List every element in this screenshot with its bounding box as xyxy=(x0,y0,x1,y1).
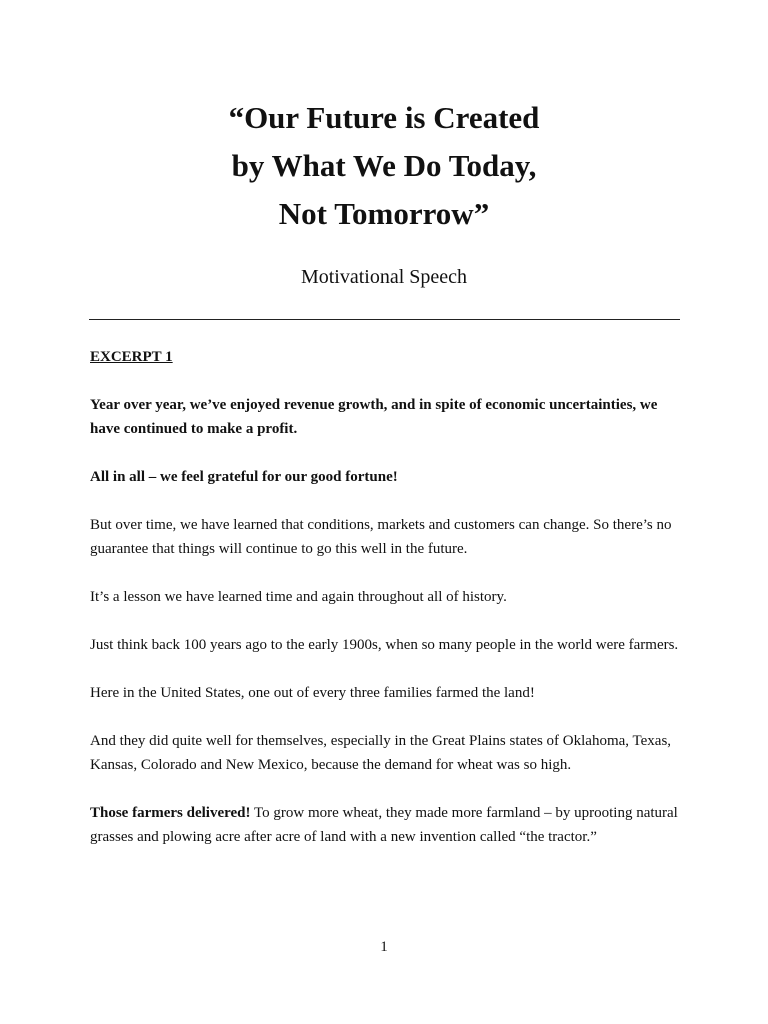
document-body xyxy=(90,345,690,873)
paragraph-4: It’s a lesson we have learned time and again throughout all of history. xyxy=(90,589,507,605)
excerpt-heading: EXCERPT 1 xyxy=(90,349,173,365)
document-title xyxy=(0,94,768,238)
title-line-3: Not Tomorrow” xyxy=(278,196,490,231)
paragraph-8 xyxy=(90,801,690,849)
paragraph-7: And they did quite well for themselves, especially in the Great Plains states of Oklahoma, Texas, Kansas, Colorado and New Mexico, because the demand for wheat was so high. xyxy=(90,733,672,773)
paragraph-2: All in all – we feel grateful for our good fortune! xyxy=(90,469,398,485)
paragraph-5: Just think back 100 years ago to the early 1900s, when so many people in the world were farmers. xyxy=(90,637,679,653)
title-line-2: by What We Do Today, xyxy=(231,148,537,183)
horizontal-divider xyxy=(89,319,680,320)
paragraph-6: Here in the United States, one out of every three families farmed the land! xyxy=(90,685,535,701)
paragraph-1: Year over year, we’ve enjoyed revenue growth, and in spite of economic uncertainties, we have continued to make a profit. xyxy=(90,397,658,437)
paragraph-8-text: To grow more wheat, they made more farmland – by uprooting natural grasses and plowing acre after acre of land with a new invention called “the tractor.” xyxy=(90,805,678,845)
title-line-1: “Our Future is Created xyxy=(228,100,540,135)
document-subtitle: Motivational Speech xyxy=(300,266,468,288)
paragraph-3: But over time, we have learned that conditions, markets and customers can change. So there’s no guarantee that things will continue to go this well in the future. xyxy=(90,517,672,557)
paragraph-8-lead: Those farmers delivered! xyxy=(90,805,251,821)
page-number: 1 xyxy=(380,939,388,955)
